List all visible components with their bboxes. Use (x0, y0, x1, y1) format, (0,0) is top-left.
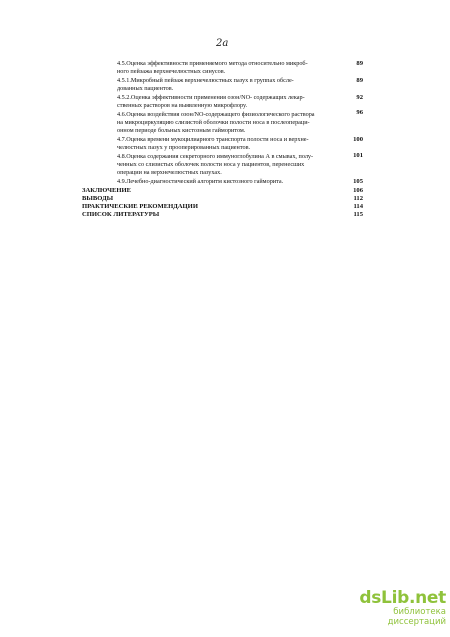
toc-section-title: ПРАКТИЧЕСКИЕ РЕКОМЕНДАЦИИ (82, 203, 198, 210)
toc-entry-line: 4.6.Оценка воздействия озон/NO-содержащего физиологического раствора (117, 111, 315, 118)
toc-entry (0, 94, 450, 111)
toc-section-page: 114 (353, 203, 363, 210)
toc-entry-line: 4.7.Оценка времени мукоцилиарного транспорта полости носа и верхне- (117, 136, 309, 143)
toc-entry-page: 105 (353, 178, 363, 185)
toc-section (0, 195, 450, 203)
toc-entry-page: 100 (353, 136, 363, 143)
toc-section-title: ВЫВОДЫ (82, 195, 114, 202)
toc-entry-line: 4.9.Лечебно-диагностический алгоритм кистозного гайморита. (117, 178, 284, 185)
toc-entry-line: 4.5.1.Микробный пейзаж верхнечелюстных пазух в группах обсле- (117, 77, 294, 84)
toc-entry-line: ного пейзажа верхнечелюстных синусов. (117, 68, 226, 76)
watermark-subtitle: библиотека диссертаций (387, 607, 446, 627)
toc-entry-line: онном периоде больных кистозным гайморитом. (117, 127, 246, 135)
toc-section (0, 211, 450, 219)
toc-entry-page: 96 (356, 109, 363, 116)
toc-entry-line: 4.5.Оценка эффективности применяемого метода относительно микроб- (117, 60, 308, 67)
toc-entry-page: 101 (353, 152, 363, 159)
table-of-contents (0, 60, 450, 219)
toc-entry (0, 77, 450, 94)
toc-section-title: ЗАКЛЮЧЕНИЕ (82, 187, 132, 194)
toc-entry (0, 178, 450, 187)
toc-entry-page: 92 (356, 94, 363, 101)
toc-entry (0, 111, 450, 136)
toc-entry-line: ственных растворов на выявленную микрофлору. (117, 102, 247, 110)
toc-entry (0, 153, 450, 178)
toc-entry-page: 89 (356, 77, 363, 84)
toc-section (0, 203, 450, 211)
toc-entry-line: 4.8.Оценка содержания секреторного иммуноглобулина А в смывах, полу- (117, 153, 314, 160)
watermark-logo: dsLib.net (359, 588, 446, 608)
toc-section-page: 115 (353, 211, 363, 218)
toc-section-page: 112 (353, 195, 363, 202)
toc-entry (0, 60, 450, 77)
toc-section-title: СПИСОК ЛИТЕРАТУРЫ (82, 211, 160, 218)
toc-entry (0, 136, 450, 153)
toc-entry-line: ченных со слизистых оболочек полости носа у пациентов, перенесших (117, 161, 305, 169)
watermark (336, 588, 446, 627)
toc-entry-line: 4.5.2.Оценка эффективности применения озон/NO- содержащих лекар- (117, 94, 305, 101)
toc-section (0, 187, 450, 195)
toc-entry-line: операции на верхнечелюстных пазухах. (117, 169, 222, 177)
toc-entry-line: челюстных пазух у прооперированных пациентов. (117, 144, 251, 152)
page-number: 2a (216, 38, 229, 49)
toc-entry-line: дованных пациентов. (117, 85, 174, 93)
toc-section-page: 106 (353, 187, 363, 194)
toc-entry-page: 89 (356, 60, 363, 67)
toc-entry-line: на микроциркуляцию слизистой оболочки полости носа в послеопераци- (117, 119, 310, 127)
